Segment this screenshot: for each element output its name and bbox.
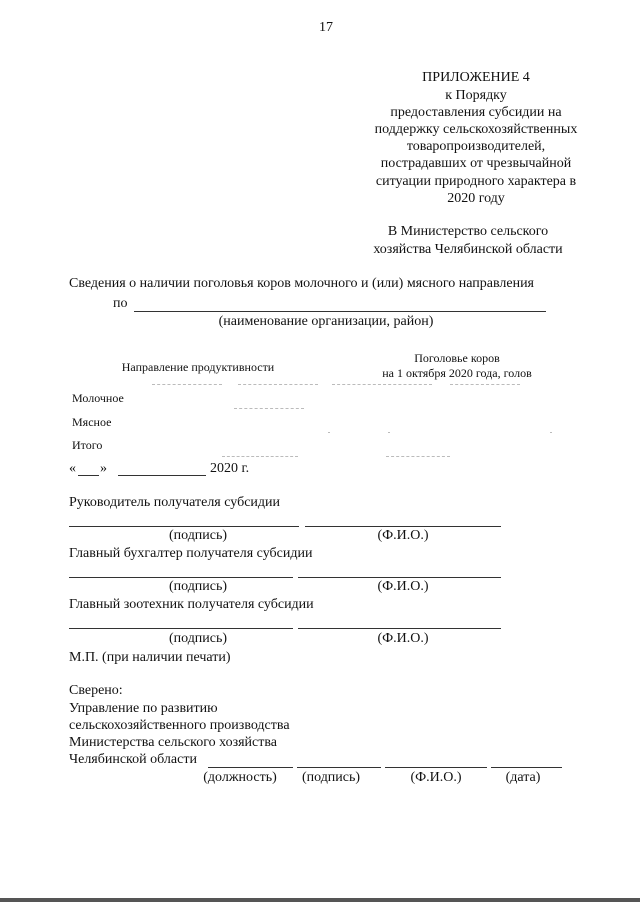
table-border-faint <box>222 456 298 457</box>
table-border-faint <box>386 456 450 457</box>
signature-line <box>69 526 299 527</box>
verified-line: Министерства сельского хозяйства <box>69 735 278 750</box>
table-border-faint <box>450 384 520 385</box>
appendix-line: к Порядку <box>445 88 507 103</box>
signature-line <box>297 767 381 768</box>
table-border-faint <box>238 384 318 385</box>
signature-caption: (подпись) <box>168 579 228 594</box>
name-caption: (Ф.И.О.) <box>377 579 429 594</box>
document-heading: Сведения о наличии поголовья коров молочного и (или) мясного направления <box>69 276 535 291</box>
name-line <box>385 767 487 768</box>
position-caption: (должность) <box>203 770 277 785</box>
day-field-line <box>78 475 99 476</box>
heading-prefix: по <box>113 296 128 311</box>
month-field-line <box>118 475 206 476</box>
appendix-line: поддержку сельскохозяйственных <box>374 122 578 137</box>
organization-caption: (наименование организации, район) <box>218 314 434 329</box>
signature-title: Руководитель получателя субсидии <box>69 495 281 510</box>
organization-field-line <box>134 311 546 312</box>
date-caption: (дата) <box>505 770 541 785</box>
position-line <box>208 767 293 768</box>
appendix-line: товаропроизводителей, <box>406 139 546 154</box>
date-year: 2020 г. <box>210 461 250 476</box>
signature-title: Главный бухгалтер получателя субсидии <box>69 546 313 561</box>
table-border-faint <box>328 432 330 433</box>
appendix-line: предоставления субсидии на <box>390 105 562 120</box>
name-line <box>298 577 501 578</box>
table-row-label: Мясное <box>72 415 112 429</box>
table-border-faint <box>388 432 390 433</box>
name-line <box>305 526 501 527</box>
scan-bottom-edge <box>0 898 640 902</box>
table-border-faint <box>332 384 432 385</box>
addressee-line: В Министерство сельского <box>387 224 549 239</box>
table-border-faint <box>550 432 552 433</box>
table-row-label: Итого <box>72 438 103 452</box>
verified-line: Управление по развитию <box>69 701 218 716</box>
column-header-count-date: на 1 октября 2020 года, голов <box>382 366 532 380</box>
name-caption: (Ф.И.О.) <box>410 770 462 785</box>
date-field-line <box>491 767 562 768</box>
appendix-line: пострадавших от чрезвычайной <box>380 156 572 171</box>
name-line <box>298 628 501 629</box>
signature-line <box>69 577 293 578</box>
addressee-line: хозяйства Челябинской области <box>373 242 563 257</box>
name-caption: (Ф.И.О.) <box>377 528 429 543</box>
date-open-quote: « <box>69 461 76 476</box>
signature-title: Главный зоотехник получателя субсидии <box>69 597 314 612</box>
table-border-faint <box>234 408 304 409</box>
verified-line: сельскохозяйственного производства <box>69 718 290 733</box>
name-caption: (Ф.И.О.) <box>377 631 429 646</box>
appendix-line: ситуации природного характера в <box>375 174 577 189</box>
signature-caption: (подпись) <box>301 770 361 785</box>
column-header-direction: Направление продуктивности <box>121 360 275 374</box>
signature-line <box>69 628 293 629</box>
verified-label: Сверено: <box>69 683 123 698</box>
stamp-note: М.П. (при наличии печати) <box>69 650 231 665</box>
signature-caption: (подпись) <box>168 631 228 646</box>
appendix-title: ПРИЛОЖЕНИЕ 4 <box>422 70 530 85</box>
appendix-line: 2020 году <box>447 191 505 206</box>
date-close-quote: » <box>100 461 107 476</box>
table-row-label: Молочное <box>72 391 124 405</box>
verified-line: Челябинской области <box>69 752 197 767</box>
page-number: 17 <box>319 20 333 35</box>
signature-caption: (подпись) <box>168 528 228 543</box>
table-border-faint <box>152 384 222 385</box>
column-header-count: Поголовье коров <box>414 351 500 365</box>
